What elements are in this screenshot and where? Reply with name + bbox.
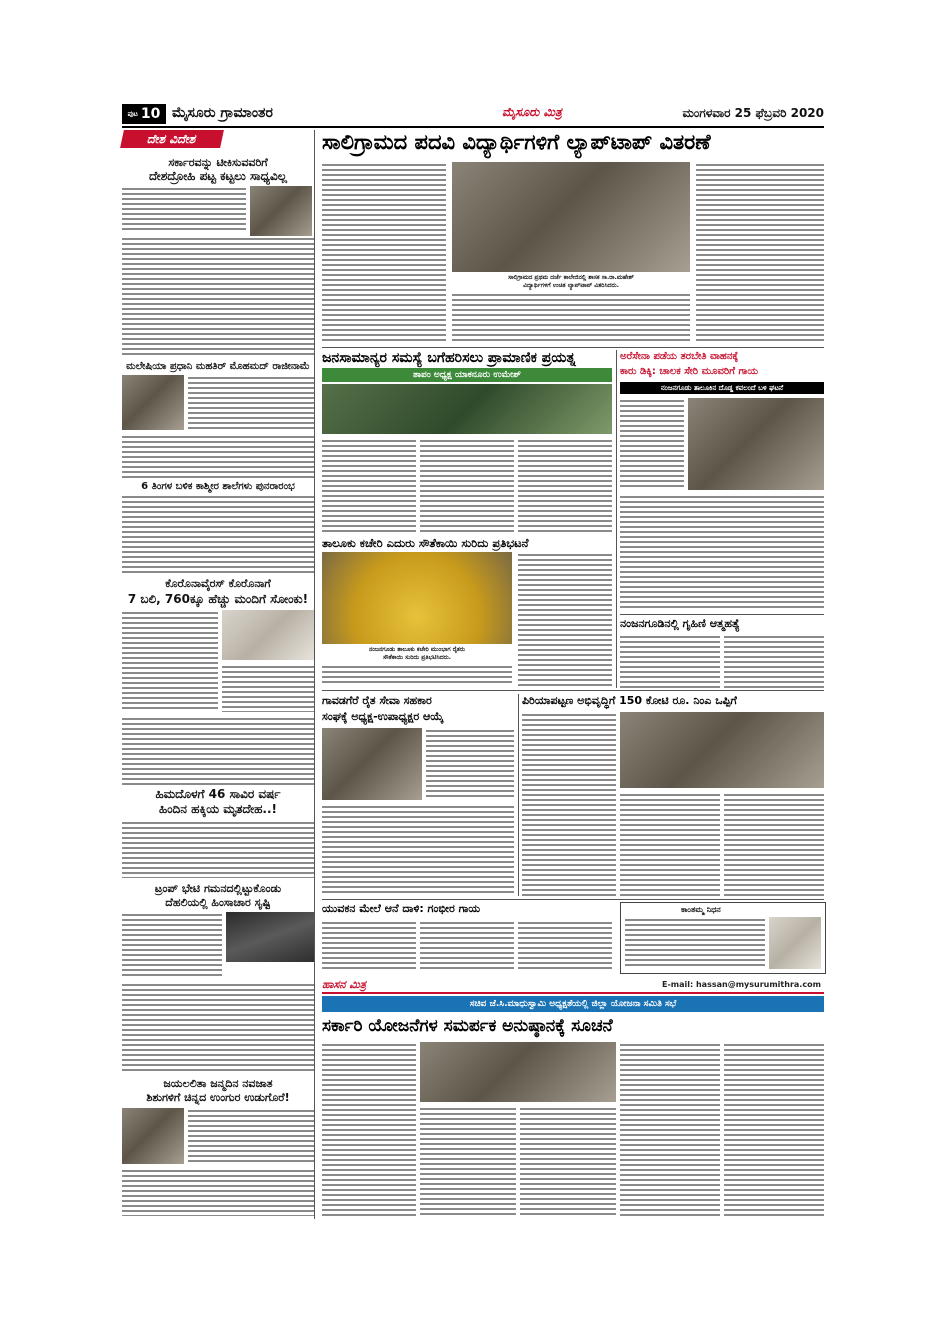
obituary-title: ಕಾಂತಮ್ಮ ನಿಧನ: [681, 905, 721, 914]
article-text: [522, 712, 616, 896]
headline-line: ಸರ್ಕಾರವನ್ನು ಟೀಕಿಸುವವರಿಗೆ: [168, 156, 268, 169]
obituary-box: [620, 902, 826, 974]
section-label-hassan: ಹಾಸನ ಮಿತ್ರ: [322, 978, 367, 991]
article-text: [122, 982, 314, 1072]
divider: [620, 614, 824, 615]
article-text: [122, 186, 246, 232]
contact-email: E-mail: hassan@mysurumithra.com: [662, 980, 821, 989]
news-photo: [452, 162, 690, 272]
article-text: [122, 716, 314, 786]
article-text: [620, 398, 684, 490]
article-text: [518, 438, 612, 534]
headline: ಸರ್ಕಾರಿ ಯೋಜನೆಗಳ ಸಮರ್ಪಕ ಅನುಷ್ಠಾನಕ್ಕೆ ಸೂಚನೆ: [322, 1016, 613, 1036]
article-text: [122, 820, 314, 878]
newspaper-page: [122, 102, 824, 1219]
issue-date: ಮಂಗಳವಾರ 25 ಫೆಬ್ರವರಿ 2020: [682, 106, 824, 120]
headline: ಪಿರಿಯಾಪಟ್ಟಣ ಅಭಿವೃದ್ಧಿಗೆ 150 ಕೋಟಿ ರೂ. ನಿಂಎ ಒಪ್ಪಿಗೆ: [522, 694, 737, 707]
article-text: [696, 162, 824, 344]
article-text: [518, 920, 612, 972]
article-text: [322, 920, 416, 972]
subhead-banner: ನಂಜನಗೂಡು ತಾಲೂಕಿನ ದೊಡ್ಡ ಕವಲಂದೆ ಬಳಿ ಘಟನೆ: [620, 382, 824, 394]
article-text: [520, 1106, 616, 1216]
headline-line: ಕೊರೊನಾವೈರಸ್ ಕೊರೊನಾಗೆ: [165, 577, 271, 590]
article-text: [322, 804, 514, 896]
news-photo: [688, 398, 824, 490]
photo-caption: ಸಾಲಿಗ್ರಾಮದ ಪ್ರಥಮ ದರ್ಜೆ ಕಾಲೇಜಿನಲ್ಲಿ ಶಾಸಕ ಸಾ.ರಾ.ಮಹೇಶ್: [508, 274, 634, 281]
article-text: [122, 1168, 314, 1216]
news-photo: [322, 552, 512, 644]
article-text: [620, 792, 720, 896]
article-text: [188, 1108, 314, 1164]
headline-line: ಗಾವಡಗೆರೆ ರೈತ ಸೇವಾ ಸಹಕಾರ: [322, 694, 432, 707]
article-text: [724, 634, 824, 688]
column-divider: [518, 694, 519, 896]
headline-line: ದೇಶದ್ರೋಹಿ ಪಟ್ಟ ಕಟ್ಟಲು ಸಾಧ್ಯವಿಲ್ಲ: [149, 169, 287, 183]
article-text: [518, 552, 612, 686]
article-text: [420, 1106, 516, 1216]
article-text: [122, 494, 314, 574]
headline-line: ದೆಹಲಿಯಲ್ಲಿ ಹಿಂಸಾಚಾರ ಸೃಷ್ಟಿ: [165, 896, 271, 909]
article-text: [620, 494, 824, 610]
headline: ಯುವಕನ ಮೇಲೆ ಆನೆ ದಾಳಿ: ಗಂಭೀರ ಗಾಯ: [322, 902, 481, 915]
news-photo: [222, 610, 314, 660]
headline-line: ಟ್ರಂಪ್ ಭೇಟಿ ಗಮನದಲ್ಲಿಟ್ಟುಕೊಂಡು: [154, 882, 282, 895]
article-text: [620, 1042, 720, 1216]
news-photo: [250, 186, 312, 238]
divider: [322, 347, 824, 348]
photo-caption: ವಿದ್ಯಾರ್ಥಿಗಳಿಗೆ ಉಚಿತ ಲ್ಯಾಪ್‌ಟಾಪ್ ವಿತರಿಸಿದರು.: [523, 282, 619, 289]
headline: ಜನಸಾಮಾನ್ಯರ ಸಮಸ್ಯೆ ಬಗೆಹರಿಸಲು ಪ್ರಾಮಾಣಿಕ ಪ್ರಯತ್ನ: [322, 350, 576, 366]
news-photo: [322, 728, 422, 800]
subhead-banner: ತಾಪಂ ಅಧ್ಯಕ್ಷ ಯಾಕನೂರು ಉಮೇಶ್: [322, 368, 612, 382]
subhead-banner: ಸಚಿವ ಜೆ.ಸಿ.ಮಾಧುಸ್ವಾಮಿ ಅಧ್ಯಕ್ಷತೆಯಲ್ಲಿ ಜಿಲ್ಲಾ ಯೋಜನಾ ಸಮಿತಿ ಸಭೆ: [322, 996, 824, 1012]
article-text: [322, 1042, 416, 1216]
article-text: [322, 664, 512, 686]
headline-line: ಹಿಂದಿನ ಹಕ್ಕಿಯ ಮೃತದೇಹ..!: [158, 802, 278, 816]
paper-logo: ಮೈಸೂರು ಮಿತ್ರ: [502, 105, 562, 119]
left-column: [122, 130, 315, 1219]
article-text: [222, 664, 314, 712]
divider: [322, 690, 824, 691]
article-text: [122, 236, 314, 356]
news-photo: [420, 1042, 616, 1102]
divider: [322, 899, 824, 900]
headline-line: ಕಾರು ಡಿಕ್ಕಿ: ಚಾಲಕ ಸೇರಿ ಮೂವರಿಗೆ ಗಾಯ: [620, 366, 759, 377]
article-text: [620, 634, 720, 688]
news-photo: [122, 375, 184, 430]
article-text: [426, 728, 514, 800]
headline-line: ಸಂಘಕ್ಕೆ ಅಧ್ಯಕ್ಷ-ಉಪಾಧ್ಯಕ್ಷರ ಆಯ್ಕೆ: [322, 710, 444, 723]
headline-line: ಜಯಲಲಿತಾ ಜನ್ಮದಿನ ನವಜಾತ: [163, 1077, 273, 1090]
lead-headline: ಸಾಲಿಗ್ರಾಮದ ಪದವಿ ವಿದ್ಯಾರ್ಥಿಗಳಿಗೆ ಲ್ಯಾಪ್‌ಟಾಪ್ ವಿತರಣೆ: [322, 130, 711, 154]
section-name: ಮೈಸೂರು ಗ್ರಾಮಾಂತರ: [172, 105, 273, 121]
photo-caption: ನಂಜನಗೂಡು ತಾಲೂಕು ಕಚೇರಿ ಮುಂಭಾಗ ರೈತರು: [368, 646, 466, 653]
photo-caption: ಸೌತೆಕಾಯಿ ಸುರಿದು ಪ್ರತಿಭಟಿಸಿದರು.: [382, 654, 452, 661]
article-text: [322, 438, 416, 534]
headline-line: ಶಿಶುಗಳಿಗೆ ಚಿನ್ನದ ಉಂಗುರ ಉಡುಗೊರೆ!: [146, 1091, 290, 1104]
headline-line: 7 ಬಲಿ, 760ಕ್ಕೂ ಹೆಚ್ಚು ಮಂದಿಗೆ ಸೋಂಕು!: [127, 592, 309, 606]
article-text: [420, 920, 514, 972]
page-number-tag: [122, 104, 166, 124]
headline: ಮಲೇಷಿಯಾ ಪ್ರಧಾನಿ ಮಹತಿರ್ ಮೊಹಮದ್ ರಾಜೀನಾಮೆ: [126, 361, 310, 372]
headline: ನಂಜನಗೂಡಿನಲ್ಲಿ ಗೃಹಿಣಿ ಆತ್ಮಹತ್ಯೆ: [620, 617, 740, 630]
headline: 6 ತಿಂಗಳ ಬಳಿಕ ಕಾಶ್ಮೀರ ಶಾಲೆಗಳು ಪುನರಾರಂಭ: [141, 481, 295, 492]
main-area: [322, 130, 824, 1219]
news-photo: [226, 912, 314, 962]
column-divider: [616, 350, 617, 688]
section-label: ದೇಶ ವಿದೇಶ: [120, 130, 224, 148]
news-photo: [122, 1108, 184, 1164]
masthead: [122, 102, 824, 128]
article-text: [625, 917, 765, 969]
article-text: [322, 162, 446, 344]
page-number: 10: [140, 106, 161, 122]
article-text: [724, 792, 824, 896]
divider: [322, 992, 824, 994]
news-photo: [322, 384, 612, 434]
headline-line: ಅರೆಸೇನಾ ಪಡೆಯ ತರಬೇತಿ ವಾಹನಕ್ಕೆ: [620, 351, 739, 362]
headline-line: ಹಿಮದೊಳಗೆ 46 ಸಾವಿರ ವರ್ಷ: [155, 787, 281, 801]
headline: ತಾಲೂಕು ಕಚೇರಿ ಎದುರು ಸೌತೆಕಾಯಿ ಸುರಿದು ಪ್ರತಿಭಟನೆ: [322, 536, 529, 550]
article-text: [724, 1042, 824, 1216]
article-text: [122, 434, 314, 478]
news-photo: [620, 712, 824, 788]
article-text: [188, 375, 314, 430]
article-text: [122, 912, 222, 978]
article-text: [452, 292, 690, 344]
article-text: [122, 610, 218, 712]
article-text: [420, 438, 514, 534]
page-word: ಪುಟ: [127, 109, 138, 118]
obituary-photo: [769, 917, 821, 969]
